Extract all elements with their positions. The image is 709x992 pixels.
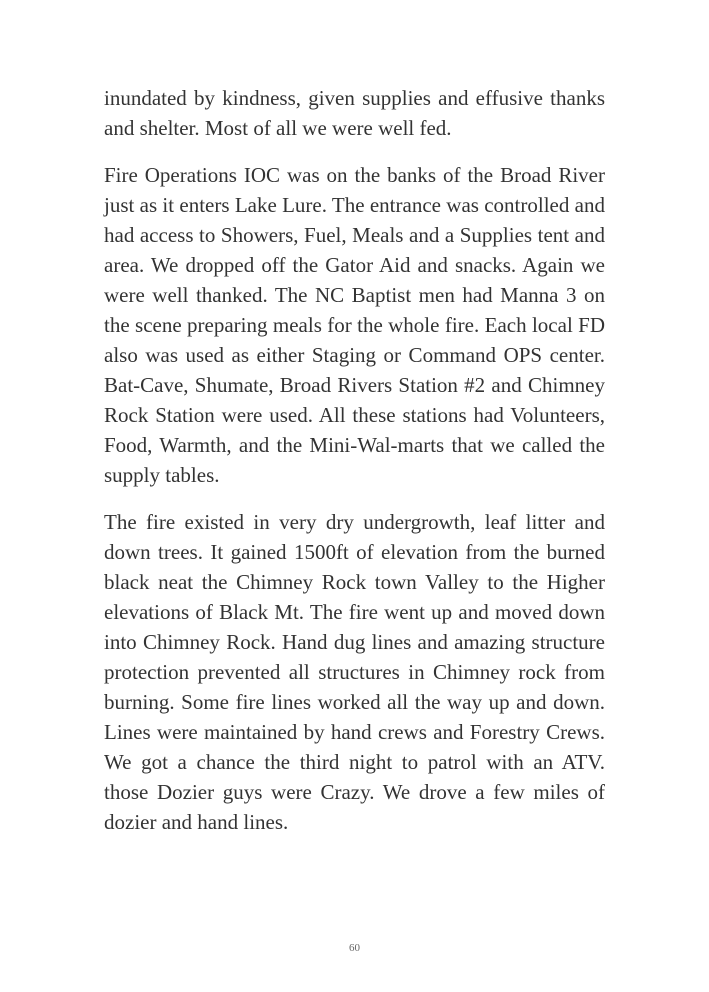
paragraph-2: Fire Operations IOC was on the banks of the Broad River just as it enters Lake Lure. The entrance was controlled and had access to Showers, Fuel, Meals and a Supplies tent and area. We dropped off the Gator Aid and snacks. Again we were well thanked. The NC Baptist men had Manna 3 on the scene preparing meals for the whole fire. Each local FD also was used as either Staging or Command OPS center. Bat-Cave, Shumate, Broad Rivers Station #2 and Chimney Rock Station were used. All these stations had Volunteers, Food, Warmth, and the Mini-Wal-marts that we called the supply tables. — [104, 163, 605, 487]
body-text — [104, 83, 605, 854]
paragraph-1: inundated by kindness, given supplies and effusive thanks and shelter. Most of all we were well fed. — [104, 86, 605, 140]
paragraph-3: The fire existed in very dry undergrowth, leaf litter and down trees. It gained 1500ft of elevation from the burned black neat the Chimney Rock town Valley to the Higher elevations of Black Mt. The fire went up and moved down into Chimney Rock. Hand dug lines and amazing structure protection prevented all structures in Chimney rock from burning. Some fire lines worked all the way up and down. Lines were maintained by hand crews and Forestry Crews. We got a chance the third night to patrol with an ATV. those Dozier guys were Crazy. We drove a few miles of dozier and hand lines. — [104, 510, 605, 834]
page-number: 60 — [349, 942, 360, 954]
